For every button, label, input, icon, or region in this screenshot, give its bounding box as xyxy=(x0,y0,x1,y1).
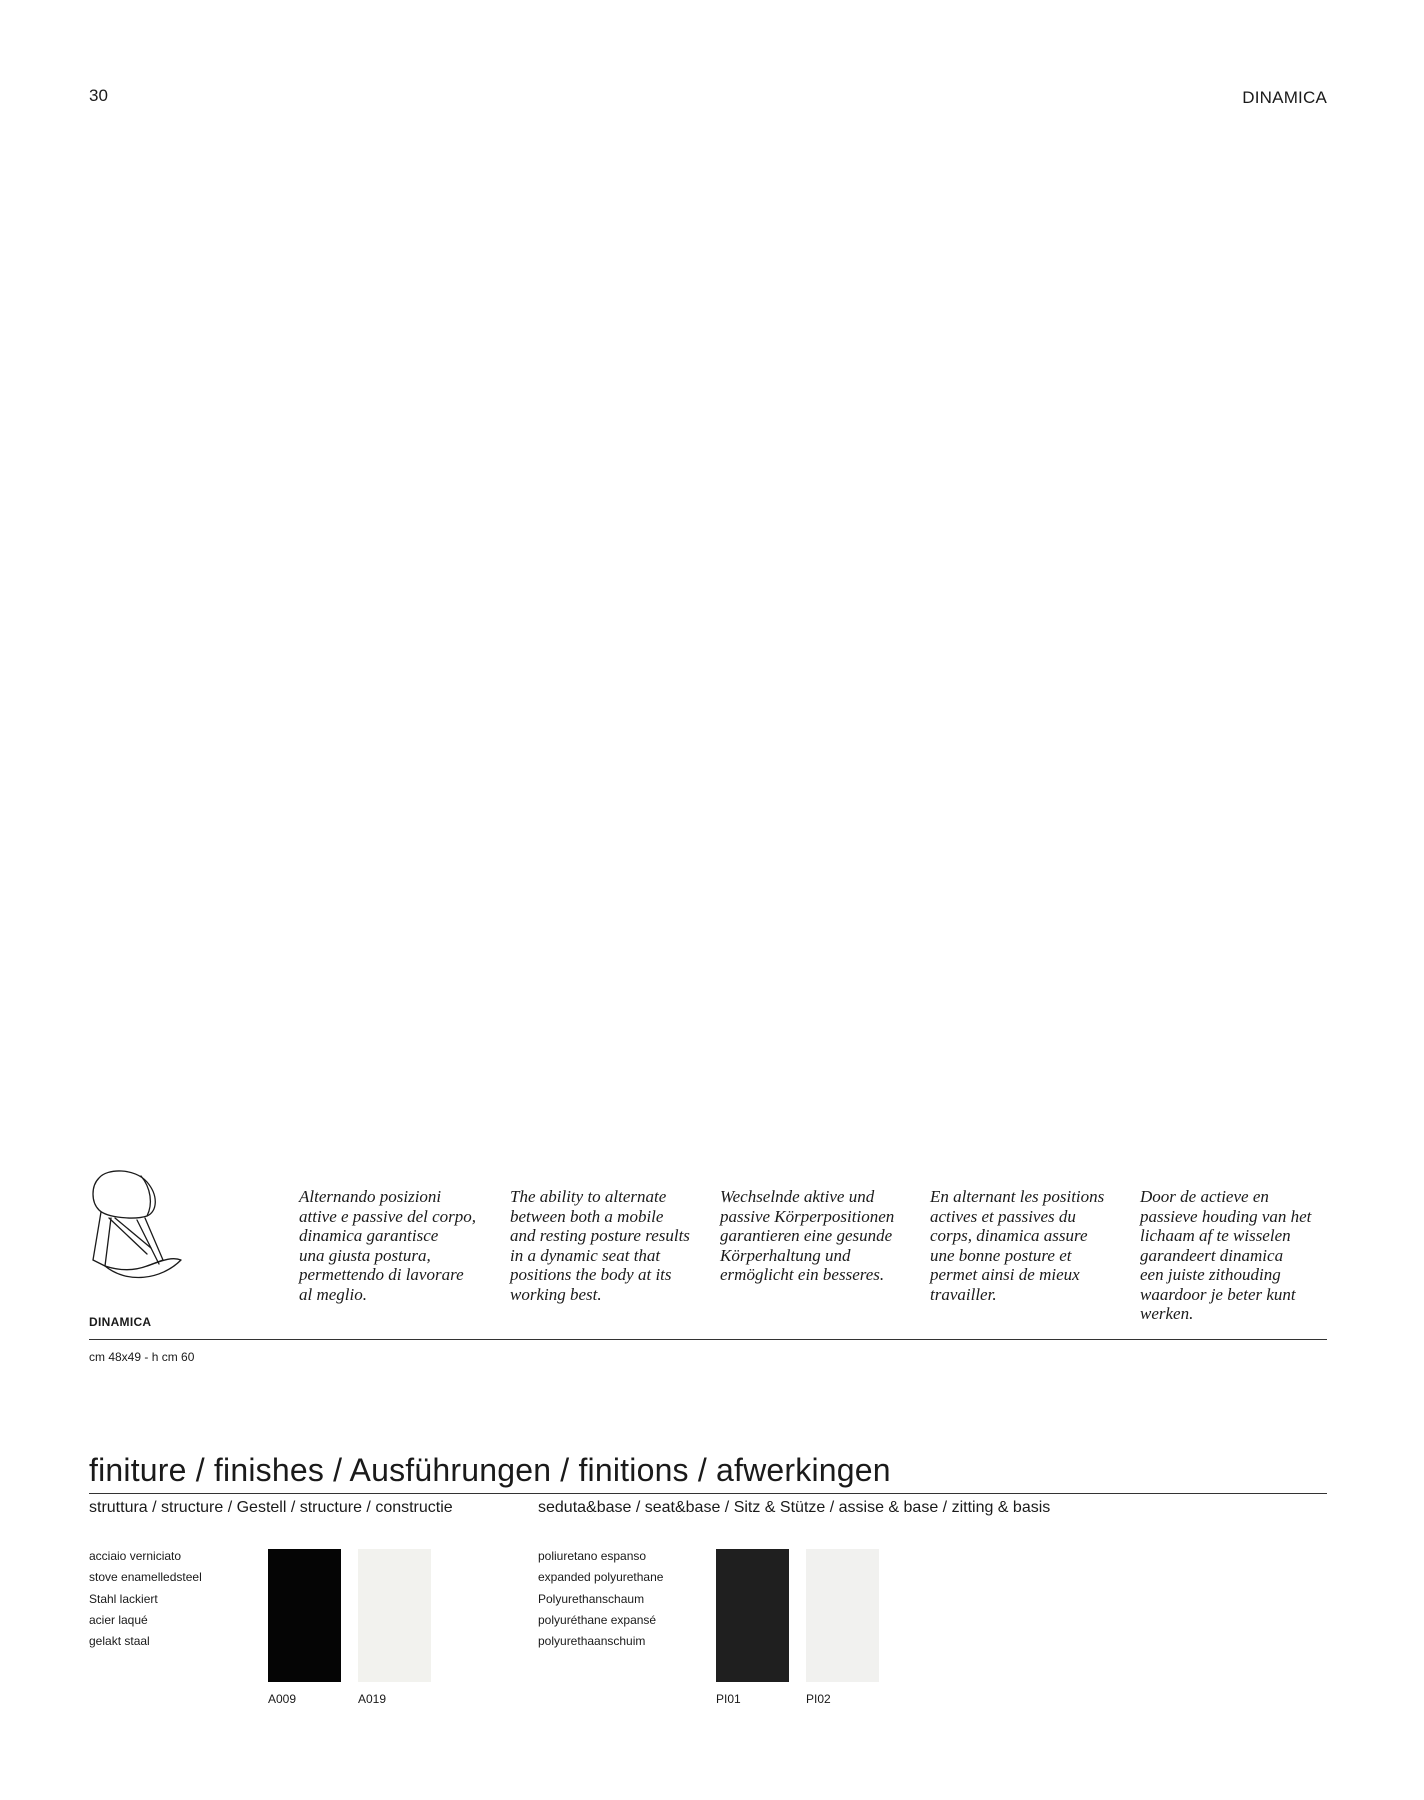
swatch-a009 xyxy=(268,1549,341,1682)
structure-material-item: acier laqué xyxy=(89,1612,148,1627)
structure-material-item: acciaio verniciato xyxy=(89,1549,182,1563)
running-header-title: DINAMICA xyxy=(1242,88,1327,107)
seat-material-item: Polyurethanschaum xyxy=(538,1591,645,1606)
swatch-pi01 xyxy=(716,1549,789,1682)
finishes-title: finiture / finishes / Ausführungen / finitions / afwerkingen xyxy=(89,1452,891,1488)
structure-material-list xyxy=(89,1546,202,1652)
description-dutch: Door de actieve en passieve houding van het lichaam af te wisselen garandeert dinamica een juiste zithouding waardoor je beter kunt werken. xyxy=(1140,1187,1312,1323)
structure-material-item: stove enamelledsteel xyxy=(89,1570,202,1585)
swatch-code-pi01: PI01 xyxy=(716,1692,741,1706)
seat-material-item: polyuréthane expansé xyxy=(538,1612,657,1627)
stool-outline-icon xyxy=(87,1166,187,1286)
swatch-code-pi02: PI02 xyxy=(806,1692,831,1706)
seat-base-heading: seduta&base / seat&base / Sitz & Stütze / assise & base / zitting & basis xyxy=(538,1499,1051,1516)
structure-material-item: Stahl lackiert xyxy=(89,1591,158,1606)
finishes-divider xyxy=(89,1493,1327,1494)
seat-material-item: expanded polyurethane xyxy=(538,1570,664,1585)
swatch-a019 xyxy=(358,1549,431,1682)
seat-material-list xyxy=(538,1546,663,1652)
description-italian: Alternando posizioni attive e passive del corpo, dinamica garantisce una giusta postura, permettendo di lavorare al meglio. xyxy=(299,1187,477,1304)
seat-material-item: poliuretano espanso xyxy=(538,1549,647,1563)
product-dimensions: cm 48x49 - h cm 60 xyxy=(89,1350,195,1364)
description-german: Wechselnde aktive und passive Körperpositionen garantieren eine gesunde Körperhaltung und ermöglicht ein besseres. xyxy=(720,1187,895,1284)
seat-material-item: polyurethaanschuim xyxy=(538,1634,646,1649)
description-english: The ability to alternate between both a mobile and resting posture results in a dynamic seat that positions the body at its working best. xyxy=(510,1187,690,1304)
structure-material-item: gelakt staal xyxy=(89,1634,150,1649)
product-divider xyxy=(89,1339,1327,1340)
page-number: 30 xyxy=(89,86,108,105)
swatch-pi02 xyxy=(806,1549,879,1682)
structure-heading: struttura / structure / Gestell / structure / constructie xyxy=(89,1499,453,1516)
description-french: En alternant les positions actives et passives du corps, dinamica assure une bonne posture et permet ainsi de mieux travailler. xyxy=(930,1187,1105,1304)
swatch-code-a019: A019 xyxy=(358,1692,387,1706)
swatch-code-a009: A009 xyxy=(268,1692,297,1706)
product-name: DINAMICA xyxy=(89,1315,152,1329)
